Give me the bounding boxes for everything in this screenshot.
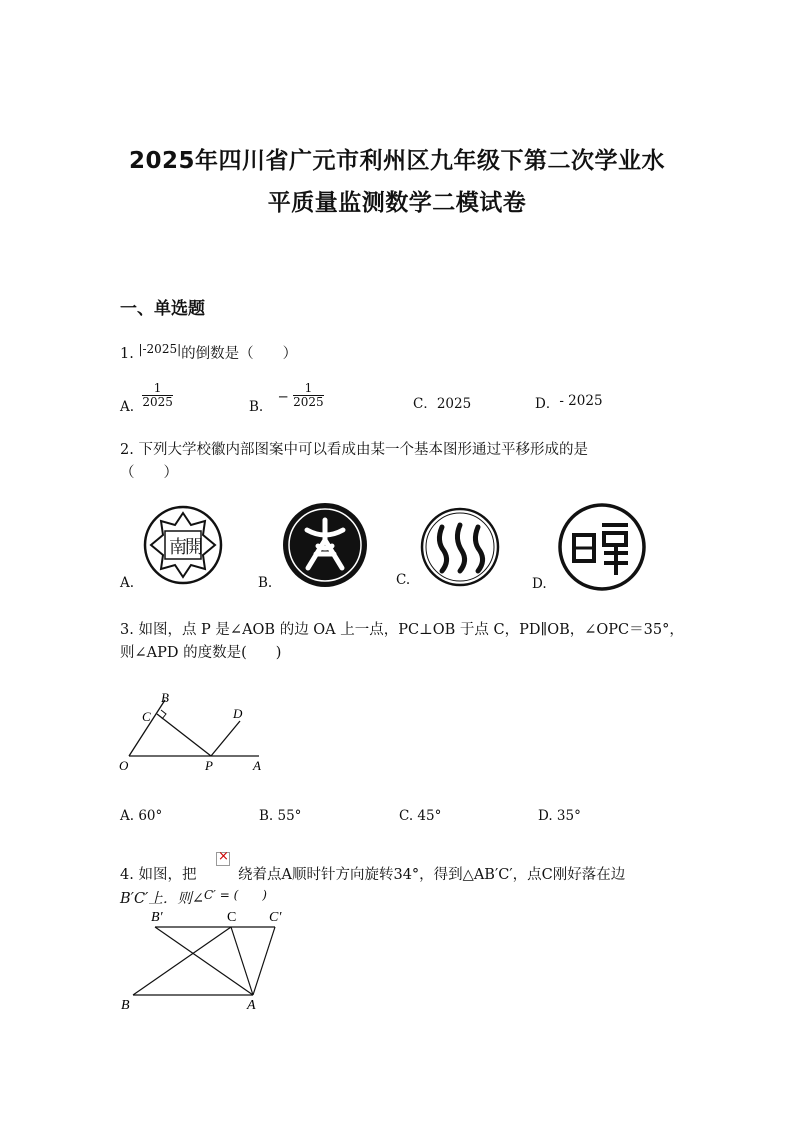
q3-option-c[interactable]: C. 45° — [399, 808, 442, 824]
q2-option-d[interactable]: D. — [532, 576, 547, 592]
university-seal-b-image — [282, 502, 368, 588]
q1-option-a[interactable] — [120, 381, 173, 415]
q3-option-b[interactable]: B. 55° — [259, 808, 302, 824]
svg-text:南: 南 — [169, 537, 187, 558]
section-heading: 一、单选题 — [120, 299, 205, 319]
q2-option-b[interactable]: B. — [258, 575, 273, 591]
question-4-figure — [115, 905, 315, 1015]
svg-text:開: 開 — [185, 537, 203, 558]
q3-option-a[interactable]: A. 60° — [120, 808, 163, 824]
label-b: B — [121, 998, 130, 1013]
segment-pc — [157, 714, 211, 756]
question-1-expression: |-2025| — [138, 342, 182, 356]
question-4-part1: 4. 如图，把 — [120, 867, 197, 883]
q1-option-a-fraction — [142, 382, 173, 409]
fraction-numerator: 1 — [293, 382, 324, 396]
q1-option-b-sign: − — [277, 389, 289, 405]
fraction-denominator: 2025 — [293, 395, 324, 409]
label-p: P — [205, 758, 213, 773]
q1-option-b-fraction — [293, 382, 324, 409]
segment-pd — [211, 721, 240, 756]
label-c: C — [142, 709, 151, 724]
q1-option-a-label: A. — [120, 399, 135, 415]
q1-option-b-label: B. — [249, 399, 264, 415]
question-4-line2-angle: C′ = ( ) — [203, 888, 267, 902]
label-b-prime: B′ — [151, 910, 163, 925]
q3-option-d[interactable]: D. 35° — [538, 808, 581, 824]
q1-option-d-value: - 2025 — [559, 393, 603, 409]
q1-option-d[interactable] — [535, 392, 603, 412]
question-4-line2-text: B′C′上．则∠ — [120, 891, 204, 907]
q1-option-b[interactable] — [249, 381, 324, 415]
question-3-figure — [115, 688, 275, 778]
fraction-denominator: 2025 — [142, 395, 173, 409]
question-1-number: 1. — [120, 346, 134, 362]
q1-option-c[interactable]: C．2025 — [413, 396, 472, 412]
label-a: A — [247, 998, 256, 1013]
q1-option-d-label: D． — [535, 396, 560, 412]
label-c-prime: C′ — [269, 910, 282, 925]
label-a: A — [253, 758, 261, 773]
label-d: D — [233, 706, 243, 721]
university-seal-c-image — [420, 507, 500, 587]
question-4-part2: 绕着点A顺时针方向旋转34°，得到△AB′C′，点C刚好落在边 — [238, 867, 626, 883]
question-3-line1: 3. 如图，点 P 是∠AOB 的边 OA 上一点，PC⊥OB 于点 C，PD∥OB，∠OPC＝35°， — [120, 622, 684, 638]
label-c: C — [227, 910, 237, 925]
university-seal-a-image — [143, 505, 223, 585]
fraction-numerator: 1 — [142, 382, 173, 396]
broken-image-icon — [216, 852, 230, 866]
question-1-text: 的倒数是（ ） — [181, 346, 298, 362]
label-o: O — [119, 758, 129, 773]
segment-bc — [133, 927, 231, 995]
q2-option-c[interactable]: C. — [396, 572, 411, 588]
university-seal-d-image — [558, 503, 646, 591]
question-3-line2: 则∠APD 的度数是( ) — [120, 645, 282, 661]
segment-ca — [231, 927, 253, 995]
segment-c-prime-a — [253, 927, 275, 995]
question-2-line2: （ ） — [120, 465, 178, 481]
document-title-line2: 平质量监测数学二模试卷 — [267, 190, 527, 216]
document-title-line1: 2025年四川省广元市利州区九年级下第二次学业水 — [128, 148, 665, 174]
question-2-line1: 2. 下列大学校徽内部图案中可以看成由某一个基本图形通过平移形成的是 — [120, 442, 588, 458]
question-1 — [120, 342, 297, 363]
label-b: B — [161, 690, 169, 705]
segment-b-prime-a — [155, 927, 253, 995]
q2-option-a[interactable]: A. — [120, 575, 135, 591]
